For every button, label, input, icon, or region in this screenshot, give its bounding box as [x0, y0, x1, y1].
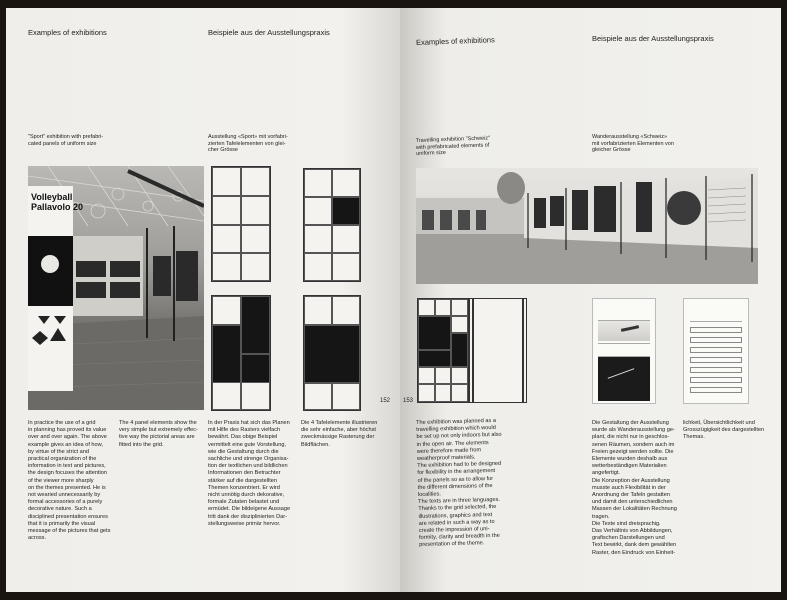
poster-airplane: [592, 298, 656, 404]
left-page: [6, 8, 400, 592]
grid-panel-3: [211, 295, 271, 411]
left-header-en: Examples of exhibitions: [28, 28, 107, 37]
page-number-left: 152: [380, 398, 391, 404]
outdoor-scene-graphic: [416, 168, 758, 284]
right-caption-de: Wanderausstellung «Schweiz» mit vorfabrizierten Elementen von gleicher Grösse: [592, 134, 674, 153]
grid-panel-2: [303, 168, 361, 282]
left-body-de-2: Die 4 Tafelelemente illustrieren die sehr einfache, aber höchst zweckmässige Rasterung der Bildflächen.: [301, 420, 378, 448]
right-header-en: Examples of exhibitions: [415, 35, 495, 47]
schweiz-grid-panel-right: [469, 298, 527, 403]
left-caption-de: Ausstellung «Sport» mit vorfabri- zierten Tafelelementen von glei- cher Grösse: [208, 134, 288, 153]
grid-panel-4: [303, 295, 361, 411]
right-header-de: Beispiele aus der Ausstellungspraxis: [592, 34, 714, 43]
left-caption-en: "Sport" exhibition with prefabri- cated panels of uniform size: [28, 134, 104, 147]
right-page: [400, 8, 781, 592]
right-caption-en: Travelling exhibition "Schweiz" with prefabricated elements of uniform size: [415, 135, 491, 157]
grid-panel-1: [211, 166, 271, 282]
page-number-right: 153: [403, 398, 414, 404]
volleyball-sign: Volleyball Pallavolo 20: [31, 192, 84, 212]
right-body-de-2: lichkeit, Übersichtlichkeit und Grosszügigkeit des dargestellten Themas.: [683, 420, 765, 441]
left-body-en-2: The 4 panel elements show the very simple but extremely effec- tive way the pictorial areas are fitted into the grid.: [119, 420, 198, 448]
right-body-en: The exhibition was planned as a travelling exhibition which would be set up not only indoors but also in the open air. The elements were therefore made from weatherproof materials. The exhibition had to be designed for flexibility in the arrangement of the panels so as to allow for the different dimensions of the localities. The texts are in three languages. Thanks to the grid selected, the illustrations, graphics and text are related in such a way as to create the impression of uni- formity, clarity and breadth in the presentation of the theme.: [416, 417, 502, 549]
poster-text-table: [683, 298, 749, 404]
schweiz-grid-panel-left: [417, 298, 469, 403]
left-body-en-1: In practice the use of a grid in planning has proved its value over and over again. The above example gives an idea of how, by virtue of the strict and practical organization of the information in text and pictures, the design focuses the attention of the viewer more sharply on the themes presented. He is not wearied unnecessarily by formal accessories of a purely decorative nature. Such a disciplined presentation ensures that it is primarily the visual message of the pictures that gets across.: [28, 420, 111, 542]
sport-exhibition-photo: [28, 166, 204, 410]
schweiz-exhibition-photo: [416, 168, 758, 284]
right-body-de-1: Die Gestaltung der Ausstellung wurde als Wanderausstellung ge- plant, die nicht nur in geschlos- senen Räumen, sondern auch im Freien gezeigt werden sollte. Die Elemente wurden deshalb aus wetterbeständigen Materialien angefertigt. Die Konzeption der Ausstellung musste auch Flexibilität in der Anordnung der Tafeln gestatten und damit den unterschiedlichen Massen der Lokalitäten Rechnung tragen. Die Texte sind dreisprachig. Das Verhältnis von Abbildungen, grafischen Darstellungen und Text bewirkt, dank dem gewählten Raster, den Eindruck von Einheit-: [592, 420, 677, 556]
left-header-de: Beispiele aus der Ausstellungspraxis: [208, 28, 330, 37]
left-body-de-1: In der Praxis hat sich das Planen mit Hilfe des Rasters vielfach bewährt. Das obige Beispiel vermittelt eine gute Vorstellung, wie die Gestaltung durch die sachliche und strenge Organisa- tion der textlichen und bildlichen Informationen den Betrachter stärker auf die dargestellten Themen konzentriert. Er wird nicht unnötig durch dekorative, formale Zutaten belastet und ermüdet. Die bildeigene Aussage tritt dank der disziplinierten Dar- stellungsweise primär hervor.: [208, 420, 291, 527]
